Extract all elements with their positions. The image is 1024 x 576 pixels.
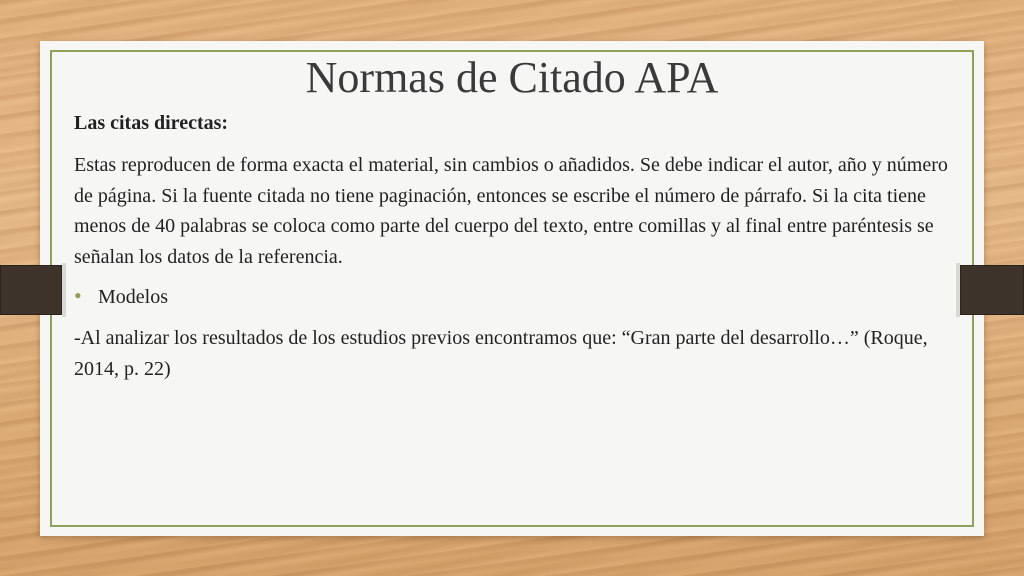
bullet-label: Modelos [98, 286, 168, 308]
slide-content [74, 110, 964, 384]
bullet-dot-icon: • [74, 283, 82, 308]
subheading: Las citas directas: [74, 112, 229, 134]
slide-title: Normas de Citado APA [305, 53, 719, 102]
bullet-item-modelos [74, 282, 964, 311]
citation-example: -Al analizar los resultados de los estudios previos encontramos que: “Gran parte del desarrollo…” (Roque, 2014, p. 22) [74, 327, 928, 380]
binder-clip-left [0, 265, 62, 315]
body-paragraph: Estas reproducen de forma exacta el material, sin cambios o añadidos. Se debe indicar el autor, año y número de página. Si la fuente citada no tiene paginación, entonces se escribe el número de párrafo. Si la cita tiene menos de 40 palabras se coloca como parte del cuerpo del texto, entre comillas y al final entre paréntesis se señalan los datos de la referencia. [74, 154, 948, 268]
binder-clip-right [960, 265, 1024, 315]
